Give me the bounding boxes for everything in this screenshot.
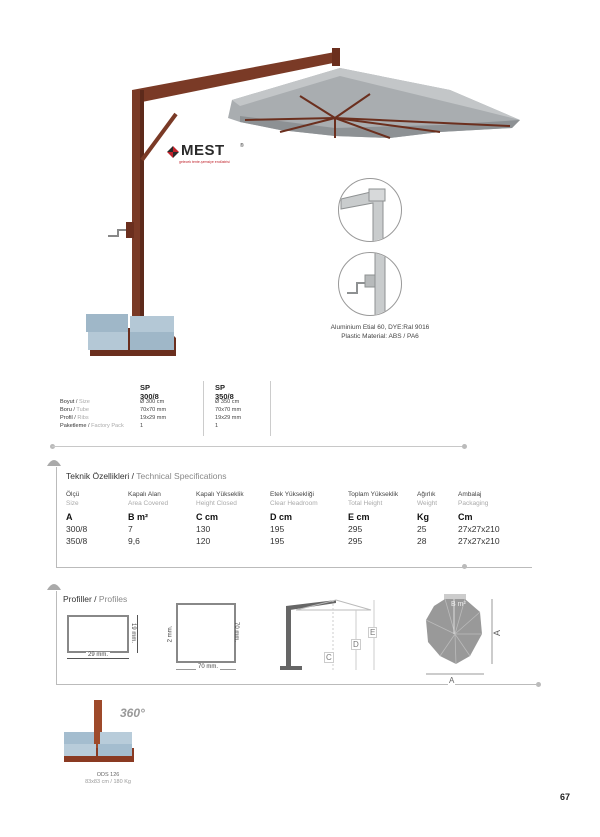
model-header-1: SP 300/8 bbox=[140, 383, 159, 401]
label-d: D bbox=[353, 640, 359, 649]
profiles-title: Profiller / Profiles bbox=[63, 594, 128, 604]
spec-value: 19x29 mm bbox=[140, 415, 167, 421]
spec-value: 1 bbox=[140, 423, 144, 429]
base-caption bbox=[66, 772, 150, 786]
crank-winch-detail-image bbox=[338, 252, 402, 316]
tube-height-label: 70 mm. bbox=[233, 621, 240, 643]
tube-profile-shape bbox=[176, 603, 236, 663]
registered-mark: ® bbox=[240, 143, 244, 149]
spec-row-factory-pack: Paketleme / Factory Pack bbox=[60, 423, 124, 429]
rib-height-label: 19 mm. bbox=[130, 622, 137, 644]
rib-width-label: 29 mm. bbox=[88, 652, 109, 658]
base-code: ODS 126 bbox=[96, 772, 120, 778]
label-b-area: B m² bbox=[451, 601, 466, 608]
model-header-2: SP 350/8 bbox=[215, 383, 234, 401]
spec-value: 70x70 mm bbox=[215, 407, 242, 413]
label-a-horizontal: A bbox=[449, 676, 455, 685]
rotation-360-badge: 360° bbox=[120, 706, 145, 720]
column-divider bbox=[270, 381, 271, 436]
section-divider bbox=[52, 446, 464, 447]
label-c: C bbox=[326, 653, 332, 662]
umbrella-icon bbox=[47, 458, 61, 467]
materials-line-2: Plastic Material: ABS / PA6 bbox=[341, 333, 419, 340]
rule-endpoint bbox=[462, 444, 467, 449]
elbow-joint-detail-image bbox=[338, 178, 402, 242]
page-number: 67 bbox=[559, 792, 570, 802]
brand-tagline: gelecek tente-şemsiye endüstrisi bbox=[179, 160, 230, 164]
spec-row-ribs: Profil / Ribs bbox=[60, 415, 89, 421]
base-spec: 83x83 cm / 180 Kg bbox=[85, 779, 131, 785]
rib-profile-shape bbox=[67, 615, 129, 653]
label-a-vertical: A bbox=[492, 629, 503, 637]
spec-value: 1 bbox=[215, 423, 219, 429]
spec-column-height-closed: Kapalı Yükseklik Height Closed C cm 130 120 bbox=[196, 491, 244, 546]
spec-row-tube: Boru / Tube bbox=[60, 407, 89, 413]
umbrella-icon bbox=[47, 582, 61, 591]
spec-column-weight: Ağırlık Weight Kg 25 28 bbox=[417, 491, 438, 546]
column-divider bbox=[203, 381, 204, 436]
spec-column-size: Ölçü Size A 300/8 350/8 bbox=[66, 491, 88, 546]
spec-row-size: Boyut / Size bbox=[60, 399, 90, 405]
dimension-line bbox=[67, 658, 129, 659]
rule-endpoint bbox=[536, 682, 541, 687]
label-e: E bbox=[370, 628, 376, 637]
rib-profile-diagram bbox=[64, 612, 149, 667]
spec-value: Ø 300 cm bbox=[140, 399, 165, 405]
tech-spec-table bbox=[0, 491, 600, 561]
brand-logo bbox=[166, 142, 244, 164]
product-hero-image bbox=[80, 40, 540, 360]
spec-value: 70x70 mm bbox=[140, 407, 167, 413]
spec-column-packaging: Ambalaj Packaging Cm 27x27x210 27x27x210 bbox=[458, 491, 500, 546]
tube-wall-label: 2 mm. bbox=[167, 625, 174, 643]
umbrella-canopy bbox=[228, 68, 520, 138]
materials-line-1: Aluminium Etial 60, DYE:Ral 9016 bbox=[330, 324, 430, 331]
spec-value: 19x29 mm bbox=[215, 415, 242, 421]
spec-column-clear-headroom: Etek Yüksekliği Clear Headroom D cm 195 195 bbox=[270, 491, 318, 546]
spec-column-area: Kapalı Alan Area Covered B m² 7 9,6 bbox=[128, 491, 169, 546]
brand-name: MEST bbox=[181, 142, 225, 159]
tube-width-label: 70 mm. bbox=[198, 664, 219, 670]
spec-column-total-height: Toplam Yükseklik Total Height E cm 295 295 bbox=[348, 491, 399, 546]
rule-endpoint bbox=[462, 564, 467, 569]
materials-caption bbox=[300, 323, 460, 341]
dimension-line bbox=[137, 615, 138, 653]
side-elevation-diagram bbox=[276, 596, 381, 676]
spec-value: Ø 350 cm bbox=[215, 399, 240, 405]
tech-spec-title: Teknik Özellikleri / Technical Specifications bbox=[66, 471, 227, 481]
tube-profile-diagram bbox=[168, 603, 258, 678]
brand-umbrella-icon bbox=[166, 145, 180, 159]
